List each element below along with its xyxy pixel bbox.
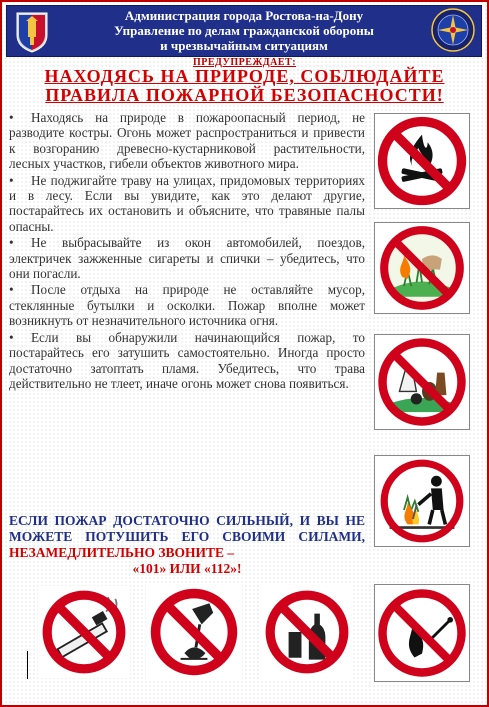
no-grass-burning-icon xyxy=(374,222,470,314)
no-littering-icon xyxy=(374,334,470,430)
header-line-2: Управление по делам гражданской обороны xyxy=(114,23,374,38)
callout-text: ЕСЛИ ПОЖАР ДОСТАТОЧНО СИЛЬНЫЙ, И ВЫ НЕ МОЖЕТЕ ПОТУШИТЬ ЕГО СВОИМИ СИЛАМИ, xyxy=(9,513,365,544)
rule-item: • Находясь на природе в пожароопасный период, не разводите костры. Огонь может распространиться и привести к возгоранию древесно-кустарниковой растительности, лесных участков, гибели объектов животного мира. xyxy=(9,110,365,172)
rule-item: • После отдыха на природе не оставляйте мусор, стеклянные бутылки и осколки. Пожар вполне может возникнуть от незначительного источника огня. xyxy=(9,282,365,329)
no-fire-icon xyxy=(374,584,470,682)
headline-line-2: ПРАВИЛА ПОЖАРНОЙ БЕЗОПАСНОСТИ! xyxy=(45,85,444,105)
rule-item: • Не поджигайте траву на улицах, придомовых территориях и в лесу. Если вы увидите, как это делают другие, постарайтесь их остановить и объясните, что травяные палы опасны. xyxy=(9,172,365,234)
safety-rules-list xyxy=(9,110,365,392)
civil-defense-emblem-icon xyxy=(431,8,475,52)
header-banner xyxy=(6,5,482,57)
extinguish-fire-icon xyxy=(374,455,470,547)
header-line-3: и чрезвычайным ситуациям xyxy=(160,38,328,53)
no-cigarettes-icon xyxy=(38,586,130,678)
headline-line-1: НАХОДЯСЬ НА ПРИРОДЕ, СОБЛЮДАЙТЕ xyxy=(44,66,445,86)
text-cursor xyxy=(27,651,28,679)
no-glass-bottles-icon xyxy=(261,584,353,680)
emergency-callout xyxy=(9,513,365,577)
coat-of-arms-icon xyxy=(15,9,49,53)
callout-call-now: НЕЗАМЕДЛИТЕЛЬНО ЗВОНИТЕ – xyxy=(9,545,235,560)
rule-item: • Не выбрасывайте из окон автомобилей, поездов, электричек зажженные сигареты и спички – убедитесь, что они погасли. xyxy=(9,235,365,282)
header-title xyxy=(67,8,421,53)
warning-label: ПРЕДУПРЕЖДАЕТ: xyxy=(192,57,297,68)
headline xyxy=(0,67,489,105)
header-line-1: Администрация города Ростова-на-Дону xyxy=(124,8,364,23)
rule-item: • Если вы обнаружили начинающийся пожар, то постарайтесь его затушить самостоятельно. Иногда просто достаточно затоптать пламя. Убедитесь, что трава действительно не тлеет, иначе огонь может снова появиться. xyxy=(9,329,365,391)
no-campfire-icon xyxy=(374,113,470,209)
emergency-numbers: «101» ИЛИ «112»! xyxy=(132,561,242,576)
no-matches-icon xyxy=(146,583,242,681)
